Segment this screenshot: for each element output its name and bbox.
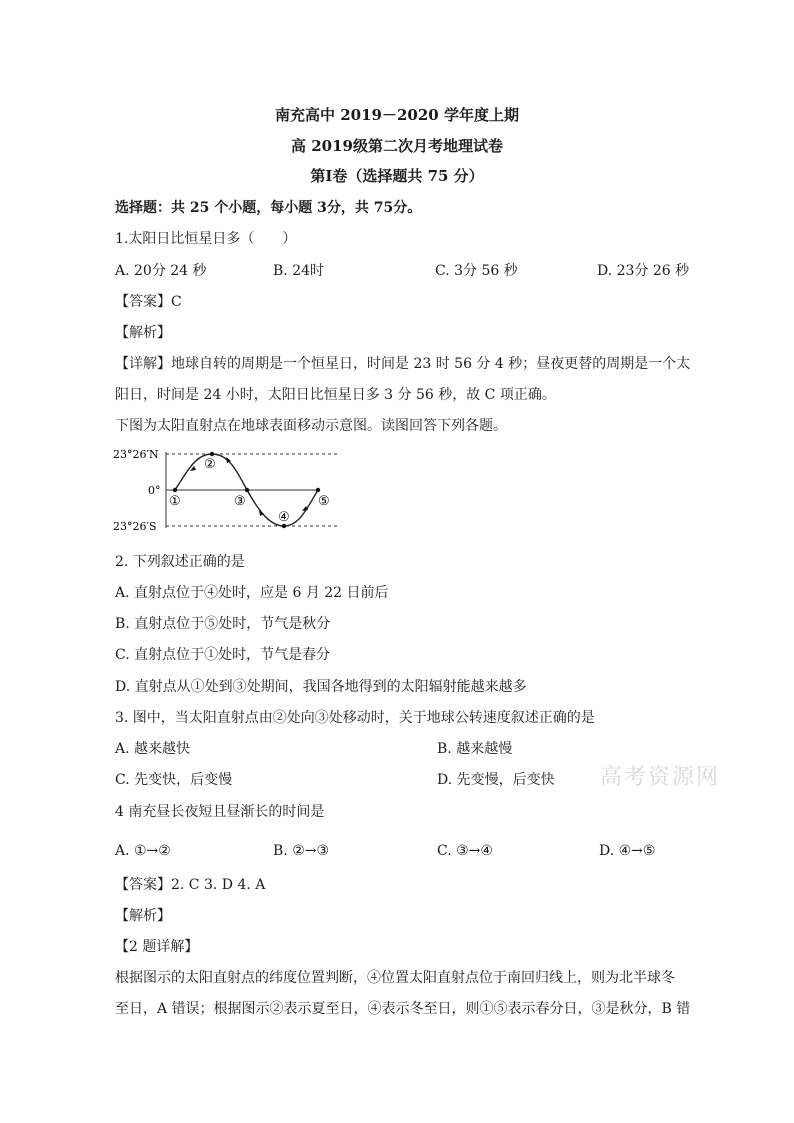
q1-option-d: D. 23分 26 秒 (597, 263, 690, 279)
figure-intro: 下图为太阳直射点在地球表面移动示意图。读图回答下列各题。 (115, 418, 507, 434)
q3-option-a: A. 越来越快 (115, 741, 191, 757)
q4-option-c: C. ③→④ (437, 843, 493, 859)
watermark: 高考资源网 (600, 765, 721, 790)
q2-option-d: D. 直射点从①处到③处期间，我国各地得到的太阳辐射能越来越多 (115, 679, 527, 695)
q1-detail-line-1: 【详解】地球自转的周期是一个恒星日，时间是 23 时 56 分 4 秒；昼夜更替的周期是一个太 (115, 356, 691, 372)
q4-option-d: D. ④→⑤ (599, 843, 656, 859)
section-title: 选择题：共 25 个小题，每小题 3分，共 75分。 (115, 200, 422, 216)
q3-stem: 3. 图中，当太阳直射点由②处向③处移动时，关于地球公转速度叙述正确的是 (115, 710, 595, 726)
q2-detail-line-2: 至日，A 错误；根据图示②表示夏至日，④表示冬至日，则①⑤表示春分日，③是秋分，B 错 (115, 1001, 691, 1017)
exam-title-part: 第Ⅰ卷（选择题共 75 分） (310, 167, 484, 185)
q4-option-b: B. ②→③ (273, 843, 330, 859)
q4-option-a: A. ①→② (115, 843, 171, 859)
q1-detail-line-2: 阳日，时间是 24 小时，太阳日比恒星日多 3 分 56 秒，故 C 项正确。 (115, 387, 556, 403)
point-1-label: ① (169, 494, 181, 509)
q3-option-b: B. 越来越慢 (437, 741, 513, 757)
q1-stem: 1.太阳日比恒星日多（ ） (115, 231, 297, 247)
q1-answer: 【答案】C (115, 294, 182, 310)
q2-detail-line-1: 根据图示的太阳直射点的纬度位置判断，④位置太阳直射点位于南回归线上，则为北半球冬 (115, 970, 675, 986)
point-4-label: ④ (278, 510, 290, 525)
exam-title-subject: 高 2019级第二次月考地理试卷 (291, 137, 503, 155)
label-equator: 0° (148, 484, 161, 497)
label-tropic-south: 23°26′S (113, 520, 157, 533)
point-3-label: ③ (234, 494, 246, 509)
q2-option-b: B. 直射点位于⑤处时，节气是秋分 (115, 616, 331, 632)
analysis-label-2: 【解析】 (115, 908, 171, 924)
q1-analysis-label: 【解析】 (115, 325, 171, 341)
q1-option-c: C. 3分 56 秒 (435, 263, 518, 279)
answers-2-4: 【答案】2. C 3. D 4. A (115, 877, 266, 893)
point-5-label: ⑤ (318, 494, 330, 509)
label-tropic-north: 23°26′N (113, 448, 159, 461)
q3-option-c: C. 先变快，后变慢 (115, 772, 233, 788)
q2-option-c: C. 直射点位于①处时，节气是春分 (115, 647, 331, 663)
point-2-label: ② (204, 457, 216, 472)
q2-detail-label: 【2 题详解】 (115, 939, 199, 955)
q2-option-a: A. 直射点位于④处时，应是 6 月 22 日前后 (115, 585, 389, 601)
q2-stem: 2. 下列叙述正确的是 (115, 554, 245, 570)
q3-option-d: D. 先变慢，后变快 (437, 772, 555, 788)
q1-option-a: A. 20分 24 秒 (115, 263, 207, 279)
q1-option-b: B. 24时 (273, 263, 325, 279)
solar-point-diagram (108, 444, 348, 534)
exam-title-school: 南充高中 2019－2020 学年度上期 (275, 106, 519, 124)
q4-stem: 4 南充昼长夜短且昼渐长的时间是 (115, 804, 325, 820)
